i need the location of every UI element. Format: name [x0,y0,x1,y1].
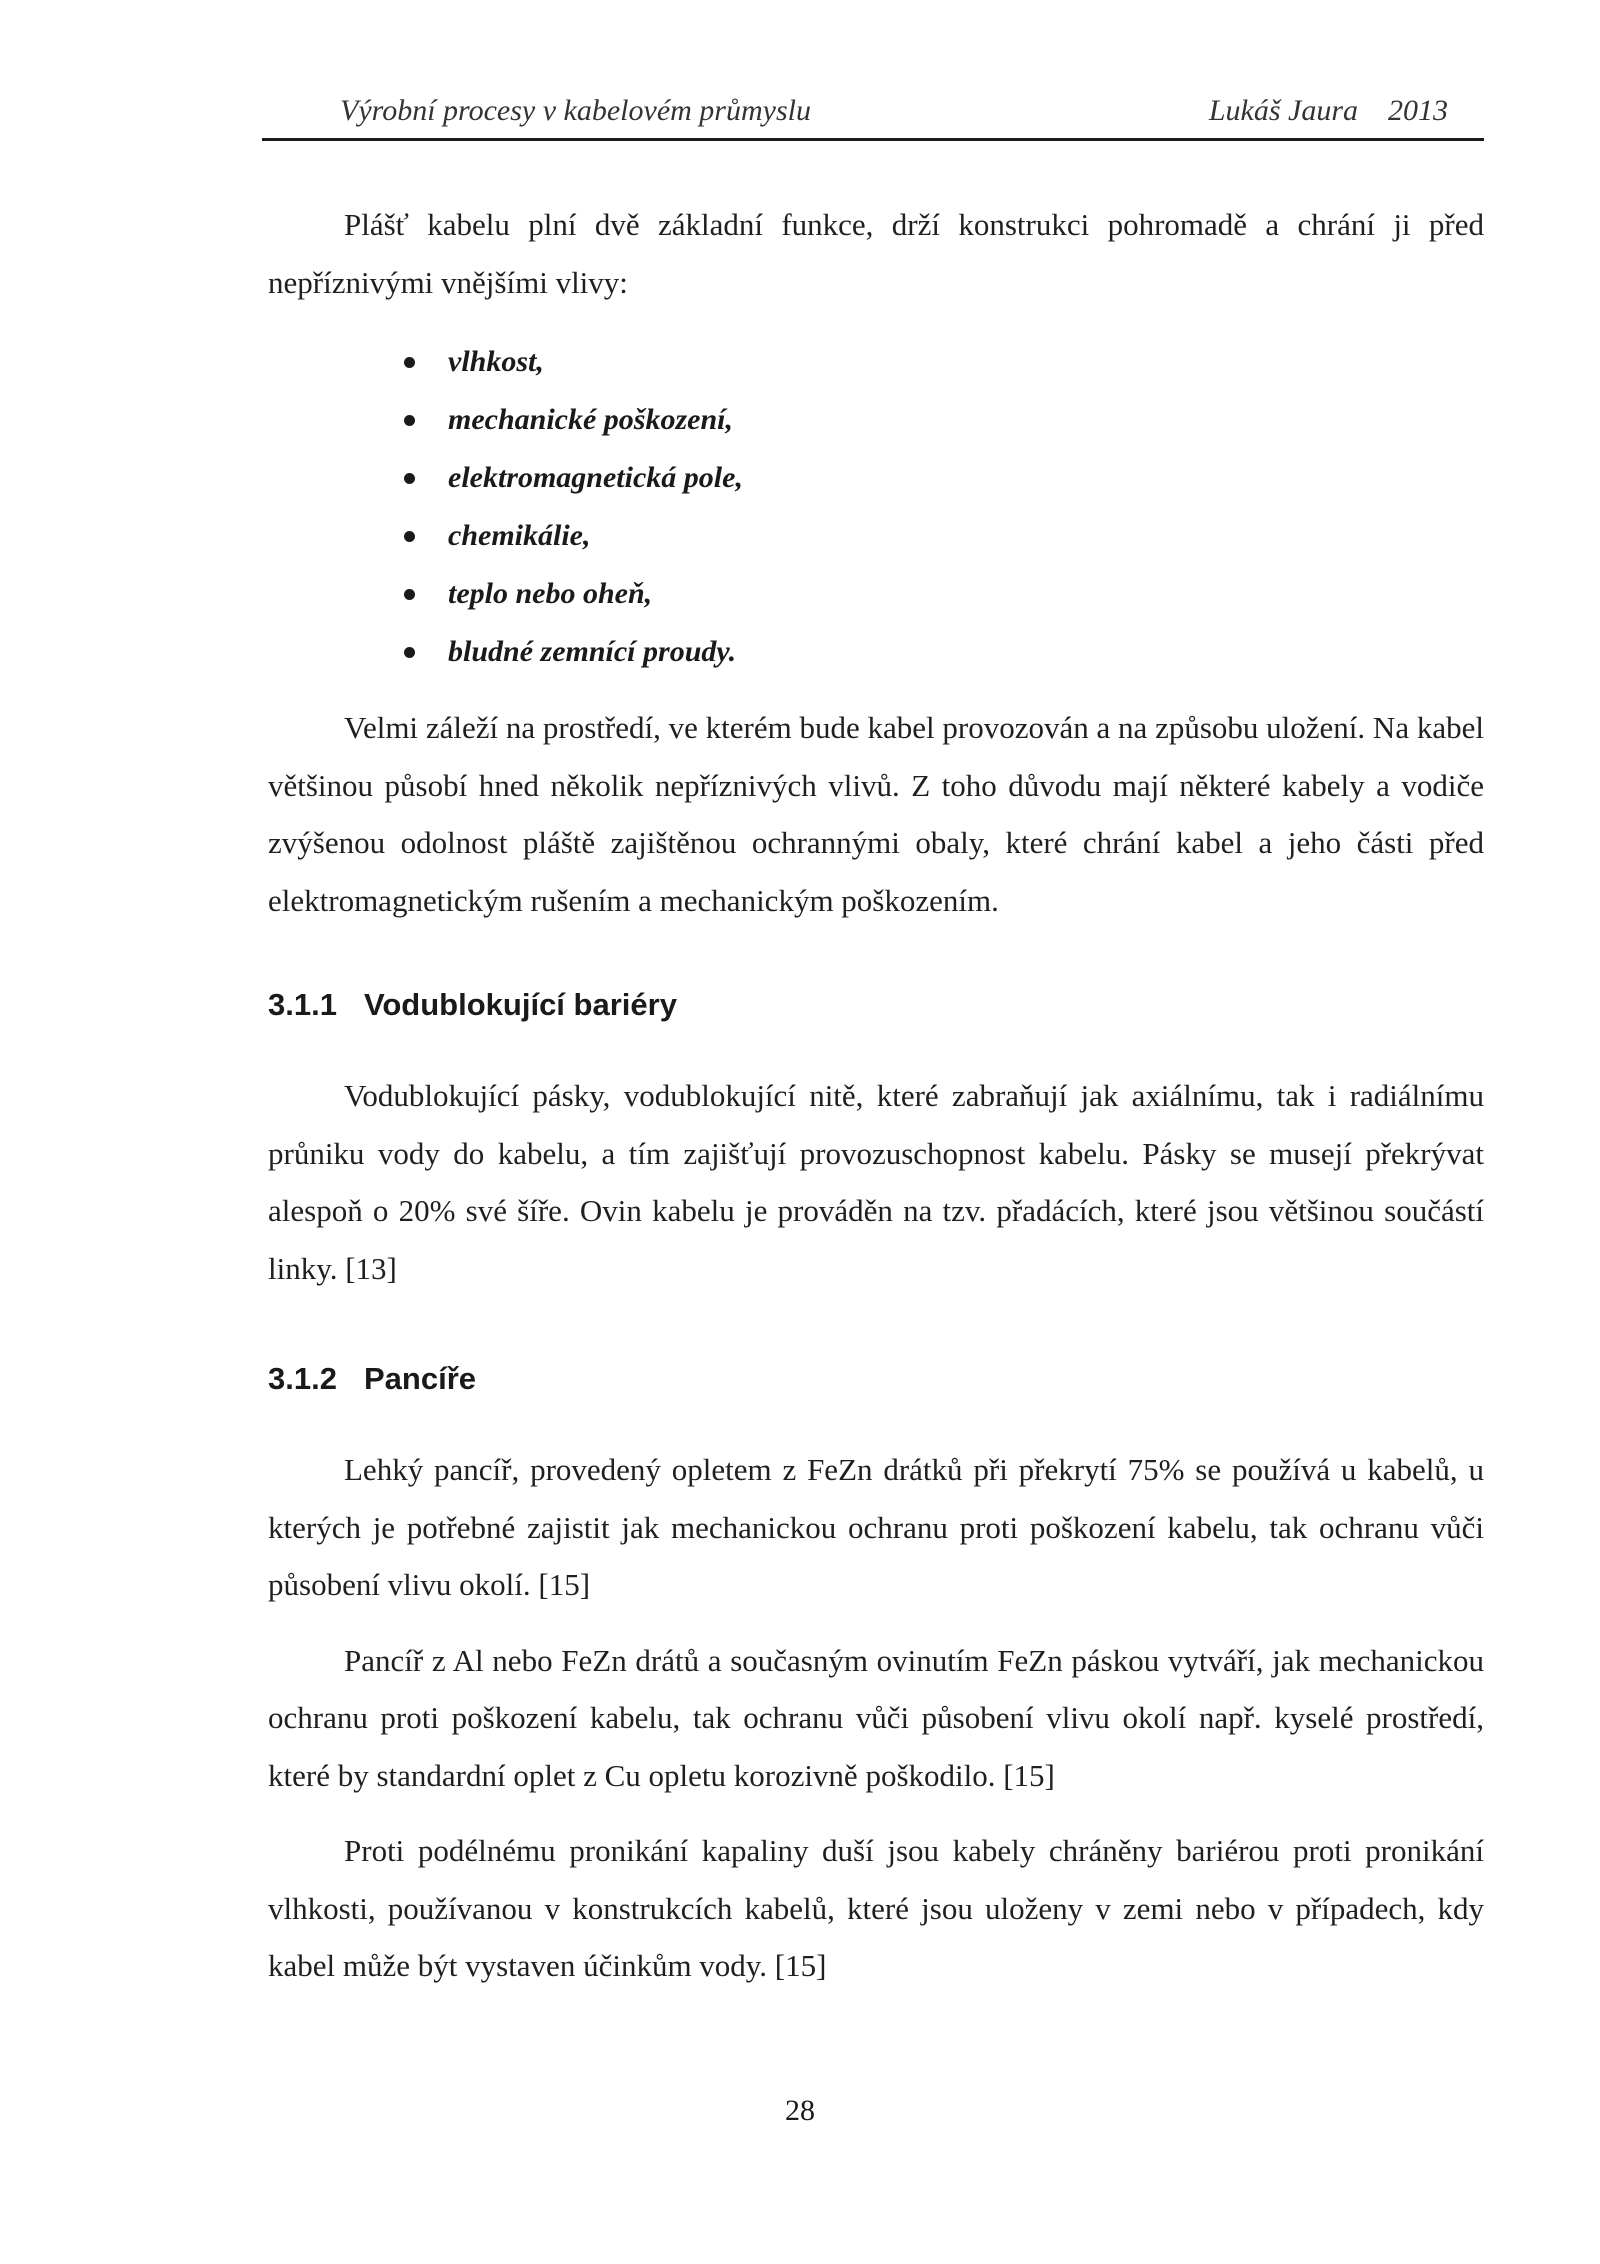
list-item-text: mechanické poškození, [448,403,733,436]
list-item [268,507,1484,565]
list-item [268,333,1484,391]
bullet-icon [404,415,415,426]
section-title: Vodublokující bariéry [364,987,677,1022]
list-item [268,565,1484,623]
section-heading-3-1-2 [268,1361,1484,1397]
list-item [268,623,1484,681]
list-item [268,449,1484,507]
bullet-icon [404,473,415,484]
intro-paragraph: Plášť kabelu plní dvě základní funkce, drží konstrukci pohromadě a chrání ji před nepříznivými vnějšími vlivy: [268,207,1484,300]
bullet-icon [404,357,415,368]
page-number: 28 [785,2094,815,2127]
context-paragraph: Velmi záleží na prostředí, ve kterém bude kabel provozován a na způsobu uložení. Na kabel většinou působí hned několik nepříznivých vlivů. Z toho důvodu mají některé kabely a vodiče zvýšenou odolnost pláště zajištěnou ochrannými obaly, které chrání kabel a jeho části před elektromagnetickým rušením a mechanickým poškozením. [268,710,1484,918]
list-item-text: chemikálie, [448,519,591,552]
bullet-icon [404,589,415,600]
header-year: 2013 [1388,94,1448,127]
list-item-text: vlhkost, [448,345,544,378]
section-paragraph: Pancíř z Al nebo FeZn drátů a současným ovinutím FeZn páskou vytváří, jak mechanickou ochranu proti poškození kabelu, tak ochranu vůči působení vlivu okolí např. kyselé prostředí, které by standardní oplet z Cu opletu korozivně poškodilo. [15] [268,1642,1484,1793]
bullet-list [268,333,1484,681]
section-heading-3-1-1 [268,987,1484,1023]
list-item [268,391,1484,449]
section-paragraph: Proti podélnému pronikání kapaliny duší jsou kabely chráněny bariérou proti pronikání vlhkosti, používanou v konstrukcích kabelů, které jsou uloženy v zemi nebo v případech, kdy kabel může být vystaven účinkům vody. [15] [268,1833,1484,1983]
page-header [262,90,1484,141]
header-meta [1209,94,1448,128]
section-number: 3.1.2 [268,1361,337,1396]
section-number: 3.1.1 [268,987,337,1022]
header-author: Lukáš Jaura [1208,94,1358,127]
header-title: Výrobní procesy v kabelovém průmyslu [340,94,811,127]
section-title: Pancíře [364,1361,477,1396]
section-paragraph: Vodublokující pásky, vodublokující nitě, které zabraňují jak axiálnímu, tak i radiálnímu průniku vody do kabelu, a tím zajišťují provozuschopnost kabelu. Pásky se musejí překrývat alespoň o 20% své šíře. Ovin kabelu je prováděn na tzv. přadácích, které jsou většinou součástí linky. [13] [268,1078,1484,1286]
list-item-text: teplo nebo oheň, [448,577,653,610]
list-item-text: bludné zemnící proudy. [448,635,737,668]
list-item-text: elektromagnetická pole, [448,461,743,494]
section-paragraph: Lehký pancíř, provedený opletem z FeZn drátků při překrytí 75% se používá u kabelů, u kterých je potřebné zajistit jak mechanickou ochranu proti poškození kabelu, tak ochranu vůči působení vlivu okolí. [15] [268,1452,1484,1602]
bullet-icon [404,647,415,658]
page-content [268,196,1484,1995]
bullet-icon [404,531,415,542]
